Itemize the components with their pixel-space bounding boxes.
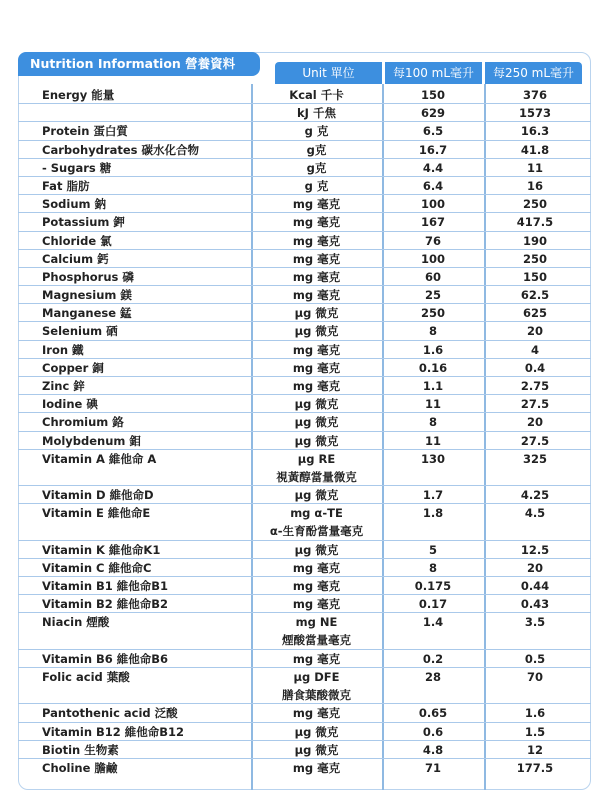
value-per-250ml: 20 xyxy=(526,324,543,339)
table-row xyxy=(18,541,591,559)
nutrient-name: Vitamin D 維他命D xyxy=(42,488,154,503)
unit-label: kJ 千焦 xyxy=(297,106,336,121)
nutrient-unit xyxy=(251,559,382,577)
nutrient-name: Calcium 鈣 xyxy=(42,251,109,266)
table-row xyxy=(18,741,591,759)
nutrient-unit xyxy=(251,141,382,159)
value-per-100ml: 100 xyxy=(420,197,445,212)
table-row xyxy=(18,104,591,122)
unit-label: mg NE xyxy=(295,615,338,630)
unit-label: µg 微克 xyxy=(294,306,339,321)
nutrient-unit xyxy=(251,341,382,359)
nutrient-unit xyxy=(251,359,382,377)
unit-label: mg 毫克 xyxy=(292,579,341,594)
value-per-250ml: 12.5 xyxy=(520,542,550,557)
value-per-250ml: 0.43 xyxy=(520,597,550,612)
nutrient-name: Vitamin B12 維他命B12 xyxy=(42,724,185,739)
nutrient-unit xyxy=(251,486,382,504)
header-per-100ml: 每100 mL毫升 xyxy=(385,62,482,84)
nutrient-unit xyxy=(251,704,382,722)
value-per-250ml: 325 xyxy=(522,451,547,466)
table-row xyxy=(18,377,591,395)
value-per-100ml: 4.4 xyxy=(422,160,444,175)
value-per-250ml: 16.3 xyxy=(520,124,550,139)
value-per-100ml: 1.4 xyxy=(422,615,444,630)
panel-title: Nutrition Information 營養資料 xyxy=(18,52,260,76)
nutrient-unit xyxy=(251,395,382,413)
value-per-250ml: 4.5 xyxy=(524,506,546,521)
nutrient-name: Phosphorus 磷 xyxy=(42,269,134,284)
nutrient-unit xyxy=(251,541,382,559)
nutrient-name: Iodine 碘 xyxy=(42,397,98,412)
value-per-100ml: 0.16 xyxy=(418,360,448,375)
header-unit: Unit 單位 xyxy=(275,62,382,84)
nutrient-name: Magnesium 鎂 xyxy=(42,288,132,303)
unit-label: mg 毫克 xyxy=(292,651,341,666)
nutrient-name: Chloride 氯 xyxy=(42,233,112,248)
unit-label: mg 毫克 xyxy=(292,288,341,303)
table-row xyxy=(18,759,591,777)
table-row xyxy=(18,322,591,340)
unit-description: 視黃醇當量微克 xyxy=(276,469,357,484)
value-per-250ml: 1573 xyxy=(518,106,551,121)
value-per-100ml: 16.7 xyxy=(418,142,448,157)
value-per-250ml: 250 xyxy=(522,197,547,212)
unit-label: mg 毫克 xyxy=(292,761,341,775)
table-row xyxy=(18,304,591,322)
nutrient-name: Fat 脂肪 xyxy=(42,178,90,193)
value-per-100ml: 629 xyxy=(420,106,445,121)
nutrient-unit xyxy=(251,177,382,195)
nutrient-unit xyxy=(251,232,382,250)
value-per-100ml: 0.175 xyxy=(414,579,452,594)
value-per-100ml: 60 xyxy=(424,269,441,284)
value-per-250ml: 0.44 xyxy=(520,579,550,594)
nutrient-name: Biotin 生物素 xyxy=(42,742,119,757)
table-row xyxy=(18,341,591,359)
value-per-100ml: 1.6 xyxy=(422,342,444,357)
unit-label: mg 毫克 xyxy=(292,215,341,230)
unit-label: µg 微克 xyxy=(294,324,339,339)
unit-label: mg 毫克 xyxy=(292,597,341,612)
nutrient-name: Energy 能量 xyxy=(42,88,115,102)
nutrient-unit xyxy=(251,595,382,613)
unit-label: mg 毫克 xyxy=(292,706,341,721)
nutrient-name: Copper 銅 xyxy=(42,360,104,375)
nutrition-table xyxy=(18,86,591,777)
nutrient-name: Manganese 錳 xyxy=(42,306,132,321)
value-per-100ml: 150 xyxy=(420,88,445,102)
unit-label: mg 毫克 xyxy=(292,251,341,266)
nutrient-unit xyxy=(251,377,382,395)
value-per-250ml: 12 xyxy=(526,742,543,757)
value-per-250ml: 1.5 xyxy=(524,724,546,739)
table-row xyxy=(18,486,591,504)
nutrient-name: Molybdenum 鉬 xyxy=(42,433,141,448)
value-per-100ml: 100 xyxy=(420,251,445,266)
nutrient-name: Vitamin B6 維他命B6 xyxy=(42,651,169,666)
value-per-100ml: 0.17 xyxy=(418,597,448,612)
value-per-250ml: 20 xyxy=(526,560,543,575)
nutrient-unit xyxy=(251,723,382,741)
table-row xyxy=(18,268,591,286)
value-per-250ml: 11 xyxy=(526,160,543,175)
unit-label: µg RE xyxy=(297,451,336,466)
nutrient-unit xyxy=(251,577,382,595)
value-per-100ml: 71 xyxy=(424,761,441,775)
nutrient-name: Vitamin C 維他命C xyxy=(42,560,152,575)
nutrient-name: Carbohydrates 碳水化合物 xyxy=(42,142,199,157)
value-per-100ml: 0.65 xyxy=(418,706,448,721)
unit-description: 膳食葉酸微克 xyxy=(282,688,351,703)
nutrient-name: Vitamin K 維他命K1 xyxy=(42,542,161,557)
table-row xyxy=(18,232,591,250)
unit-label: µg 微克 xyxy=(294,488,339,503)
value-per-250ml: 190 xyxy=(522,233,547,248)
nutrient-unit xyxy=(251,432,382,450)
table-row xyxy=(18,577,591,595)
value-per-250ml: 417.5 xyxy=(516,215,554,230)
table-row xyxy=(18,177,591,195)
table-row xyxy=(18,141,591,159)
table-row xyxy=(18,559,591,577)
value-per-250ml: 625 xyxy=(522,306,547,321)
value-per-250ml: 41.8 xyxy=(520,142,550,157)
nutrient-unit xyxy=(251,195,382,213)
unit-label: µg DFE xyxy=(293,670,340,685)
value-per-100ml: 6.5 xyxy=(422,124,444,139)
value-per-250ml: 62.5 xyxy=(520,288,550,303)
table-row xyxy=(18,195,591,213)
value-per-100ml: 0.6 xyxy=(422,724,444,739)
nutrient-name: Vitamin B2 維他命B2 xyxy=(42,597,169,612)
value-per-250ml: 16 xyxy=(526,178,543,193)
value-per-100ml: 25 xyxy=(424,288,441,303)
table-row xyxy=(18,450,591,486)
nutrient-unit xyxy=(251,668,382,704)
nutrient-name: Folic acid 葉酸 xyxy=(42,670,130,685)
nutrient-unit xyxy=(251,322,382,340)
value-per-250ml: 0.5 xyxy=(524,651,546,666)
nutrient-name: Sodium 鈉 xyxy=(42,197,107,212)
value-per-100ml: 1.8 xyxy=(422,506,444,521)
table-row xyxy=(18,723,591,741)
unit-label: g 克 xyxy=(304,124,329,139)
nutrient-name: Selenium 硒 xyxy=(42,324,118,339)
unit-label: µg 微克 xyxy=(294,724,339,739)
unit-label: g克 xyxy=(306,142,327,157)
value-per-100ml: 76 xyxy=(424,233,441,248)
nutrient-unit xyxy=(251,759,382,777)
unit-description: α-生育酚當量毫克 xyxy=(269,524,364,539)
nutrient-name: Zinc 鋅 xyxy=(42,379,85,393)
value-per-250ml: 2.75 xyxy=(520,379,550,393)
value-per-250ml: 27.5 xyxy=(520,433,550,448)
table-row xyxy=(18,159,591,177)
table-row xyxy=(18,668,591,704)
value-per-100ml: 4.8 xyxy=(422,742,444,757)
nutrient-unit xyxy=(251,613,382,649)
unit-label: µg 微克 xyxy=(294,415,339,430)
nutrient-unit xyxy=(251,250,382,268)
unit-label: mg 毫克 xyxy=(292,360,341,375)
nutrient-name: Iron 鐵 xyxy=(42,342,84,357)
value-per-100ml: 28 xyxy=(424,670,441,685)
unit-label: g 克 xyxy=(304,178,329,193)
value-per-100ml: 250 xyxy=(420,306,445,321)
nutrient-unit xyxy=(251,504,382,540)
nutrient-unit xyxy=(251,450,382,486)
value-per-250ml: 4.25 xyxy=(520,488,550,503)
table-row xyxy=(18,650,591,668)
table-row xyxy=(18,250,591,268)
value-per-100ml: 130 xyxy=(420,451,445,466)
nutrient-unit xyxy=(251,650,382,668)
value-per-100ml: 11 xyxy=(424,397,441,412)
nutrient-unit xyxy=(251,104,382,122)
unit-label: µg 微克 xyxy=(294,433,339,448)
value-per-100ml: 167 xyxy=(420,215,445,230)
value-per-250ml: 4 xyxy=(530,342,539,357)
nutrient-unit xyxy=(251,268,382,286)
nutrient-name: Potassium 鉀 xyxy=(42,215,125,230)
unit-label: g克 xyxy=(306,160,327,175)
unit-label: mg 毫克 xyxy=(292,379,341,393)
unit-label: mg 毫克 xyxy=(292,560,341,575)
nutrient-name: Vitamin A 維他命 A xyxy=(42,451,157,466)
value-per-250ml: 27.5 xyxy=(520,397,550,412)
value-per-250ml: 0.4 xyxy=(524,360,546,375)
nutrient-unit xyxy=(251,741,382,759)
value-per-100ml: 8 xyxy=(428,415,437,430)
table-row xyxy=(18,595,591,613)
value-per-250ml: 250 xyxy=(522,251,547,266)
table-row xyxy=(18,122,591,140)
value-per-100ml: 8 xyxy=(428,560,437,575)
table-row xyxy=(18,286,591,304)
unit-label: µg 微克 xyxy=(294,397,339,412)
value-per-100ml: 11 xyxy=(424,433,441,448)
nutrient-unit xyxy=(251,286,382,304)
nutrient-name: Niacin 煙酸 xyxy=(42,615,110,630)
nutrient-name: Pantothenic acid 泛酸 xyxy=(42,706,178,721)
nutrient-name: Chromium 鉻 xyxy=(42,415,124,430)
value-per-100ml: 5 xyxy=(428,542,437,557)
value-per-250ml: 1.6 xyxy=(524,706,546,721)
value-per-100ml: 0.2 xyxy=(422,651,444,666)
table-row xyxy=(18,213,591,231)
table-row xyxy=(18,432,591,450)
nutrient-unit xyxy=(251,122,382,140)
unit-label: mg 毫克 xyxy=(292,197,341,212)
value-per-250ml: 3.5 xyxy=(524,615,546,630)
table-row xyxy=(18,395,591,413)
unit-description: 煙酸當量毫克 xyxy=(282,633,351,648)
table-row xyxy=(18,613,591,649)
value-per-250ml: 177.5 xyxy=(516,761,554,775)
unit-label: mg 毫克 xyxy=(292,342,341,357)
nutrient-unit xyxy=(251,413,382,431)
table-row xyxy=(18,504,591,540)
value-per-250ml: 150 xyxy=(522,269,547,284)
unit-label: mg 毫克 xyxy=(292,269,341,284)
unit-label: mg α-TE xyxy=(290,506,343,521)
nutrient-name: Protein 蛋白質 xyxy=(42,124,128,139)
nutrient-name: Vitamin E 維他命E xyxy=(42,506,151,521)
unit-label: Kcal 千卡 xyxy=(289,88,344,102)
table-row xyxy=(18,704,591,722)
nutrient-name: Choline 膽鹼 xyxy=(42,761,118,775)
table-row xyxy=(18,359,591,377)
value-per-250ml: 20 xyxy=(526,415,543,430)
nutrient-unit xyxy=(251,159,382,177)
nutrient-name: - Sugars 糖 xyxy=(42,160,112,175)
value-per-100ml: 1.1 xyxy=(422,379,444,393)
table-row xyxy=(18,86,591,104)
nutrient-unit xyxy=(251,86,382,104)
table-row xyxy=(18,413,591,431)
value-per-100ml: 1.7 xyxy=(422,488,444,503)
value-per-250ml: 70 xyxy=(526,670,543,685)
nutrient-unit xyxy=(251,213,382,231)
unit-label: µg 微克 xyxy=(294,542,339,557)
value-per-100ml: 8 xyxy=(428,324,437,339)
unit-label: µg 微克 xyxy=(294,742,339,757)
value-per-250ml: 376 xyxy=(522,88,547,102)
header-per-250ml: 每250 mL毫升 xyxy=(485,62,582,84)
value-per-100ml: 6.4 xyxy=(422,178,444,193)
nutrient-name: Vitamin B1 維他命B1 xyxy=(42,579,169,594)
nutrient-unit xyxy=(251,304,382,322)
unit-label: mg 毫克 xyxy=(292,233,341,248)
